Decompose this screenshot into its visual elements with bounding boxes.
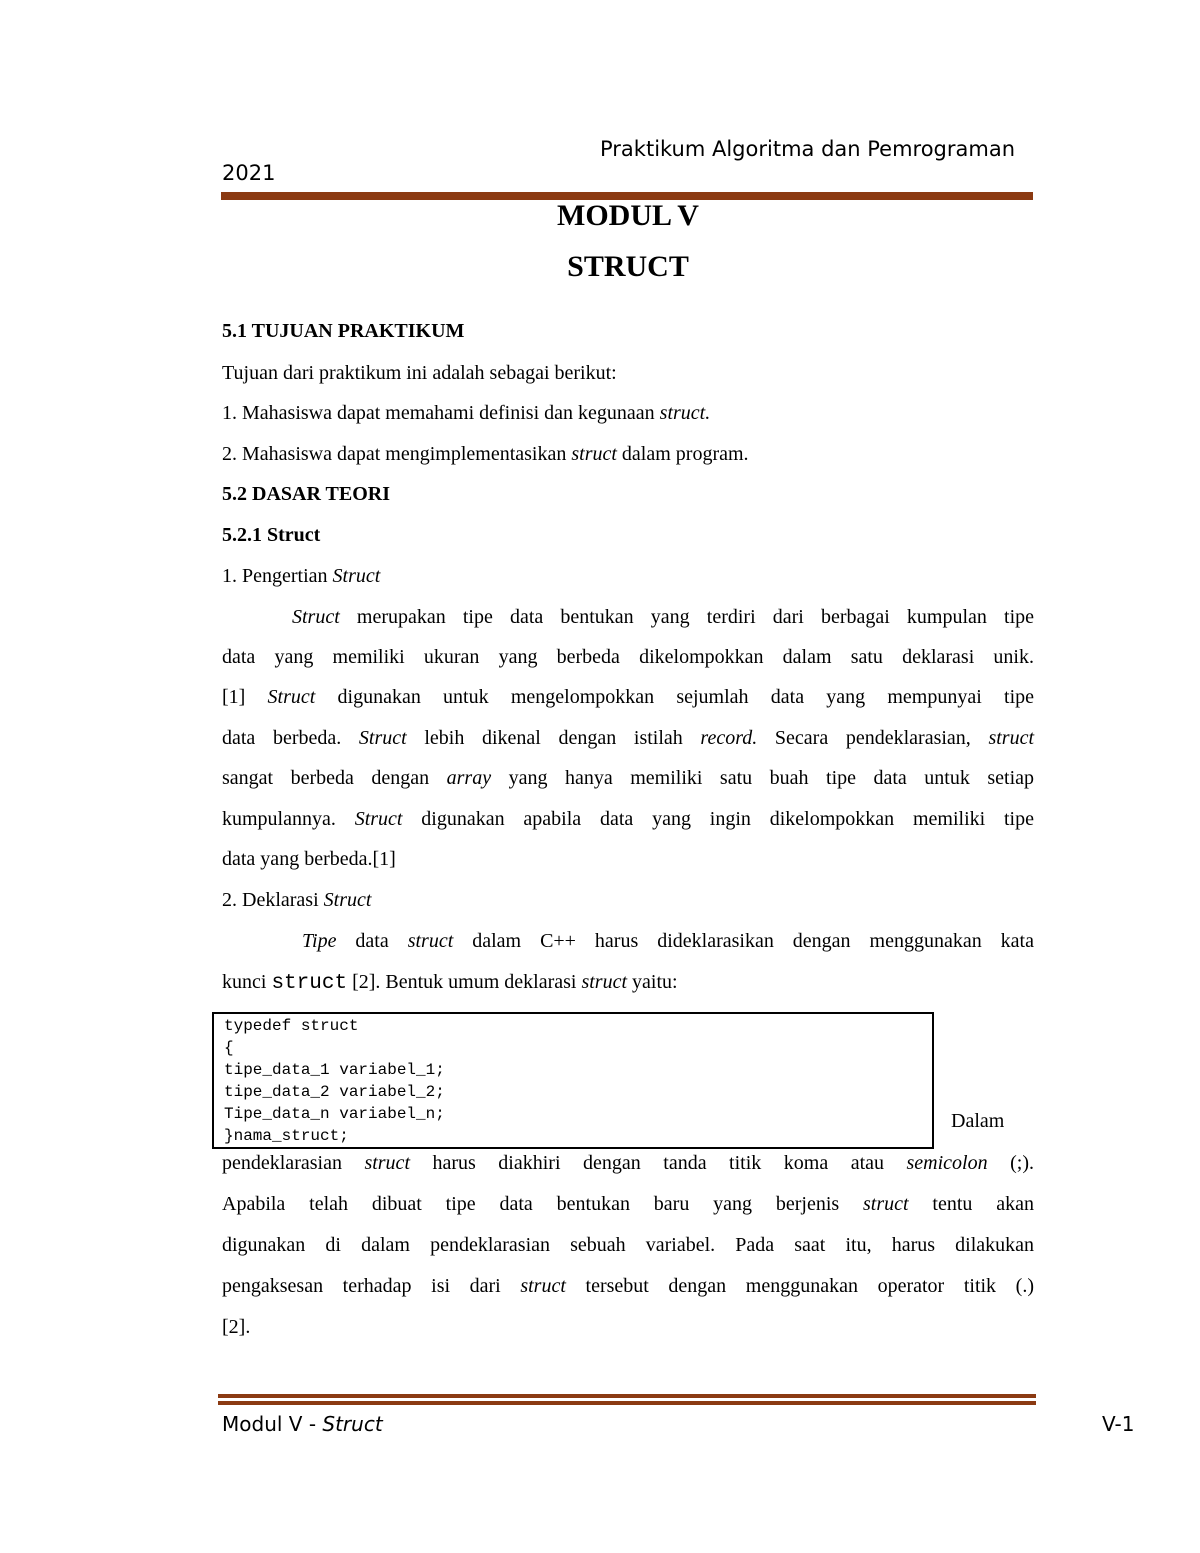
- term-struct: Struct: [354, 808, 403, 830]
- text-span: pengaksesan terhadap isi dari: [222, 1275, 521, 1297]
- text-span: merupakan tipe data bentukan yang terdiri dari berbagai kumpulan tipe: [339, 606, 1034, 628]
- paragraph-3-line-1: [222, 1152, 1034, 1175]
- paragraph-1-line-3: [222, 686, 1034, 709]
- objective-item-1: [222, 402, 1034, 425]
- paragraph-3-line-4: [222, 1275, 1034, 1298]
- term-struct: Struct: [358, 727, 407, 749]
- text-span: lebih dikenal dengan istilah: [406, 727, 701, 749]
- term-struct: struct: [988, 727, 1035, 749]
- term-semicolon: semicolon: [906, 1152, 988, 1174]
- paragraph-3-lead: Dalam: [951, 1110, 1005, 1132]
- paragraph-1-line-4: [222, 727, 1034, 750]
- term-struct: Struct: [292, 606, 340, 628]
- point-1-term: Struct: [332, 565, 381, 587]
- point-1-label: 1. Pengertian: [222, 565, 333, 587]
- text-span: Secara pendeklarasian,: [757, 727, 989, 749]
- code-line: tipe_data_2 variabel_2;: [224, 1083, 445, 1101]
- term-struct: Struct: [267, 686, 316, 708]
- term-struct: struct: [364, 1152, 410, 1174]
- objective-2-term: struct: [571, 443, 617, 465]
- section-intro: Tujuan dari praktikum ini adalah sebagai berikut:: [222, 362, 617, 384]
- text-span: sangat berbeda dengan: [222, 767, 447, 789]
- paragraph-1-line-7: data yang berbeda.[1]: [222, 848, 396, 870]
- code-line: Tipe_data_n variabel_n;: [224, 1105, 445, 1123]
- point-pengertian: [222, 565, 1034, 588]
- objective-item-2: [222, 443, 1034, 466]
- paragraph-3-line-2: [222, 1193, 1034, 1216]
- footer-module-text: Modul V -: [222, 1412, 323, 1436]
- code-line: {: [224, 1039, 234, 1057]
- text-span: digunakan untuk mengelompokkan sejumlah data yang mempunyai tipe: [315, 686, 1034, 708]
- text-span: yaitu:: [627, 971, 678, 993]
- text-span: harus diakhiri dengan tanda titik koma atau: [410, 1152, 907, 1174]
- text-span: data: [336, 930, 408, 952]
- code-line: tipe_data_1 variabel_1;: [224, 1061, 445, 1079]
- paragraph-1-line-1: [292, 606, 1034, 629]
- text-span: [2]. Bentuk umum deklarasi: [347, 971, 582, 993]
- header-course-title: Praktikum Algoritma dan Pemrograman: [600, 137, 1016, 161]
- citation: [1]: [222, 686, 268, 708]
- text-span: data berbeda.: [222, 727, 359, 749]
- text-span: kunci: [222, 971, 272, 993]
- text-span: digunakan apabila data yang ingin dikelompokkan memiliki tipe: [402, 808, 1034, 830]
- objective-1-text: 1. Mahasiswa dapat memahami definisi dan kegunaan: [222, 402, 660, 424]
- code-line: typedef struct: [224, 1017, 359, 1035]
- term-struct: struct: [407, 930, 454, 952]
- term-record: record.: [700, 727, 758, 749]
- header-year: 2021: [222, 161, 276, 185]
- text-span: kumpulannya.: [222, 808, 355, 830]
- keyword-struct: struct: [271, 972, 348, 995]
- term-struct: struct: [520, 1275, 566, 1297]
- footer-rule-bottom: [218, 1401, 1036, 1405]
- module-title: MODUL V: [557, 199, 699, 232]
- text-span: (;).: [987, 1152, 1034, 1174]
- paragraph-3-line-3: digunakan di dalam pendeklarasian sebuah variabel. Pada saat itu, harus dilakukan: [222, 1234, 1034, 1256]
- paragraph-1-line-2: data yang memiliki ukuran yang berbeda dikelompokkan dalam satu deklarasi unik.: [222, 646, 1034, 668]
- paragraph-2-line-2: [222, 971, 1034, 995]
- subsection-heading-struct: 5.2.1 Struct: [222, 524, 321, 546]
- text-span: tentu akan: [908, 1193, 1034, 1215]
- section-heading-dasar-teori: 5.2 DASAR TEORI: [222, 483, 390, 505]
- paragraph-1-line-6: [222, 808, 1034, 831]
- footer-rule-top: [218, 1394, 1036, 1398]
- text-span: dalam C++ harus dideklarasikan dengan menggunakan kata: [453, 930, 1034, 952]
- paragraph-2-line-1: [302, 930, 1034, 953]
- term-struct: struct: [863, 1193, 909, 1215]
- module-topic: STRUCT: [567, 250, 689, 283]
- code-block: [212, 1012, 934, 1149]
- paragraph-1-line-5: [222, 767, 1034, 790]
- objective-2-text-end: dalam program.: [616, 443, 749, 465]
- footer-module-topic: Struct: [322, 1412, 383, 1436]
- footer-module-label: [222, 1412, 383, 1436]
- term-struct: struct: [581, 971, 628, 993]
- objective-2-text: 2. Mahasiswa dapat mengimplementasikan: [222, 443, 572, 465]
- text-span: tersebut dengan menggunakan operator titik (.): [565, 1275, 1034, 1297]
- point-2-label: 2. Deklarasi: [222, 889, 324, 911]
- text-span: pendeklarasian: [222, 1152, 365, 1174]
- point-deklarasi: [222, 889, 1034, 912]
- code-line: }nama_struct;: [224, 1127, 349, 1145]
- objective-1-term: struct.: [659, 402, 711, 424]
- text-span: Apabila telah dibuat tipe data bentukan baru yang berjenis: [222, 1193, 864, 1215]
- point-2-term: Struct: [323, 889, 372, 911]
- text-span: yang hanya memiliki satu buah tipe data untuk setiap: [491, 767, 1035, 789]
- term-array: array: [446, 767, 492, 789]
- term-tipe: Tipe: [302, 930, 337, 952]
- section-heading-tujuan: 5.1 TUJUAN PRAKTIKUM: [222, 320, 465, 342]
- page-number: V-1: [1102, 1412, 1135, 1436]
- paragraph-3-line-5: [2].: [222, 1316, 251, 1338]
